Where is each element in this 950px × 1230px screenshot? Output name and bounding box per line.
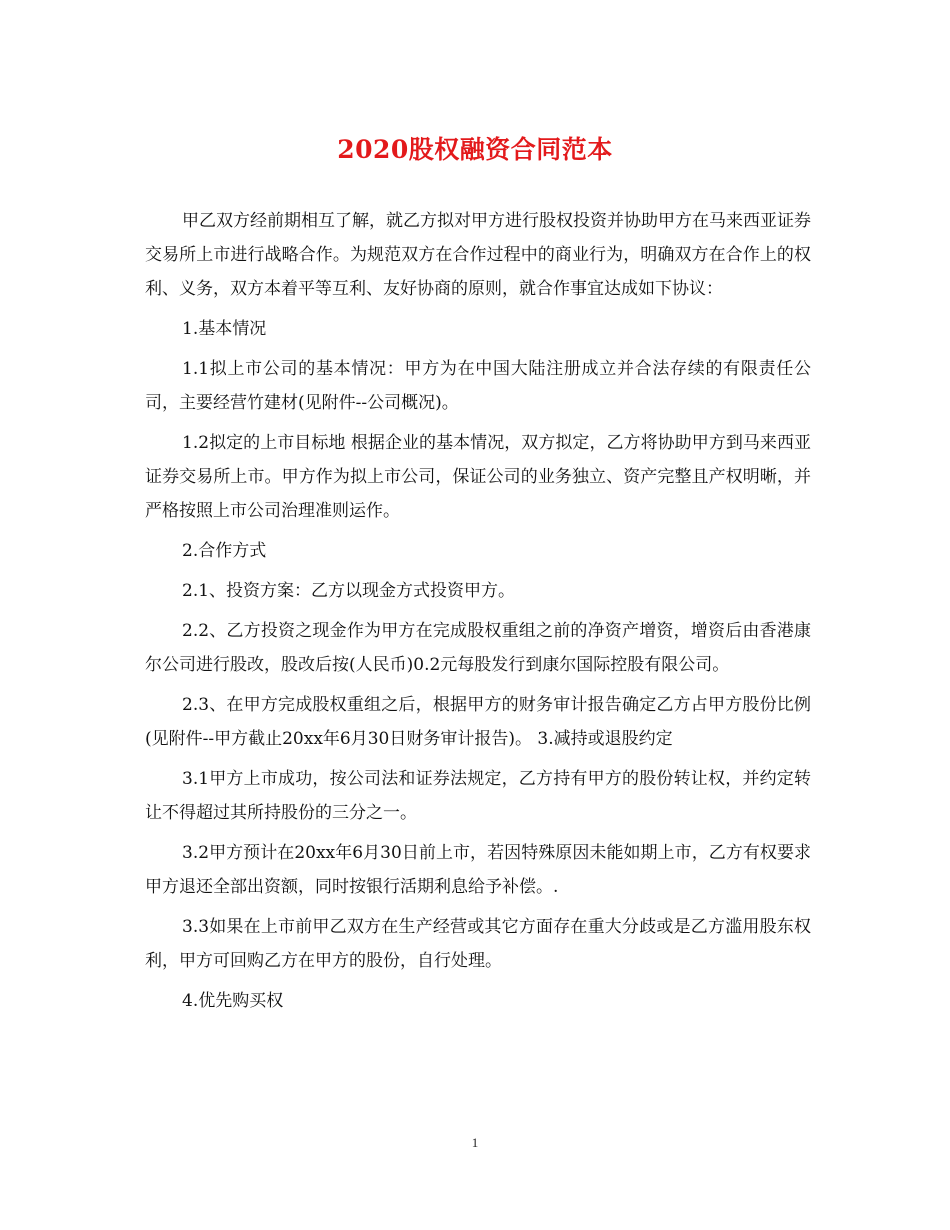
section-heading-preemption: 4.优先购买权 — [182, 991, 284, 1011]
document-title: 2020股权融资合同范本 — [337, 135, 613, 164]
page-number: 1 — [471, 1135, 479, 1150]
paragraph-3-1: 3.1甲方上市成功，按公司法和证券法规定，乙方持有甲方的股份转让权，并约定转让不得超过其所持股份的三分之一。 — [145, 769, 811, 823]
paragraph-2-2: 2.2、乙方投资之现金作为甲方在完成股权重组之前的净资产增资，增资后由香港康尔公司进行股改，股改后按(人民币)0.2元每股发行到康尔国际控股有限公司。 — [145, 621, 811, 675]
document-body — [145, 204, 811, 1024]
paragraph-3-3: 3.3如果在上市前甲乙双方在生产经营或其它方面存在重大分歧或是乙方滥用股东权利，甲方可回购乙方在甲方的股份，自行处理。 — [145, 917, 811, 971]
paragraph-intro: 甲乙双方经前期相互了解，就乙方拟对甲方进行股权投资并协助甲方在马来西亚证券交易所上市进行战略合作。为规范双方在合作过程中的商业行为，明确双方在合作上的权利、义务，双方本着平等互利、友好协商的原则，就合作事宜达成如下协议： — [145, 211, 811, 299]
section-heading-basic-info: 1.基本情况 — [182, 319, 267, 339]
paragraph-1-1: 1.1拟上市公司的基本情况：甲方为在中国大陆注册成立并合法存续的有限责任公司，主要经营竹建材(见附件--公司概况)。 — [145, 359, 811, 413]
section-heading-cooperation: 2.合作方式 — [182, 541, 267, 561]
paragraph-3-2: 3.2甲方预计在20xx年6月30日前上市，若因特殊原因未能如期上市，乙方有权要求甲方退还全部出资额，同时按银行活期利息给予补偿。. — [145, 843, 811, 897]
paragraph-2-3: 2.3、在甲方完成股权重组之后，根据甲方的财务审计报告确定乙方占甲方股份比例(见附件--甲方截止20xx年6月30日财务审计报告)。 3.减持或退股约定 — [145, 695, 811, 749]
paragraph-2-1: 2.1、投资方案：乙方以现金方式投资甲方。 — [182, 581, 516, 601]
paragraph-1-2: 1.2拟定的上市目标地 根据企业的基本情况，双方拟定，乙方将协助甲方到马来西亚证券交易所上市。甲方作为拟上市公司，保证公司的业务独立、资产完整且产权明晰，并严格按照上市公司治理准则运作。 — [145, 433, 811, 521]
